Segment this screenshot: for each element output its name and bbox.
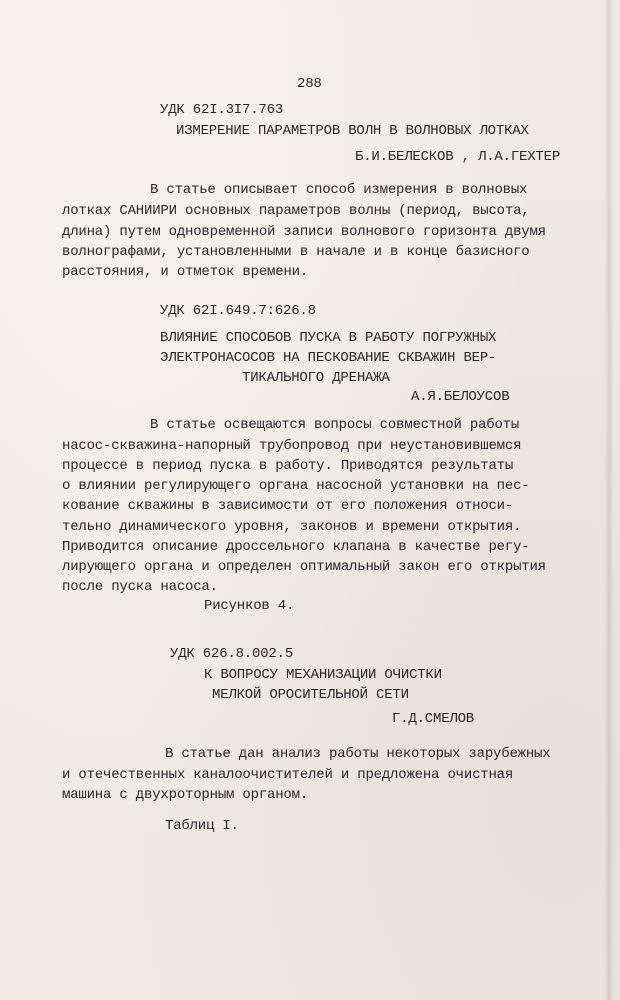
- abstract-line: длина) путем одновременной записи волнового горизонта двумя: [62, 224, 546, 240]
- abstract-line: машина с двухроторным органом.: [62, 787, 309, 803]
- abstract-line: расстояния, и отметок времени.: [62, 264, 309, 280]
- article-2-udc: УДК 62I.649.7:626.8: [160, 303, 316, 319]
- article-2-title-line: ЭЛЕКТРОНАСОСОВ НА ПЕСКОВАНИЕ СКВАЖИН ВЕР-: [160, 350, 497, 366]
- article-2-title-line: ВЛИЯНИЕ СПОСОБОВ ПУСКА В РАБОТУ ПОГРУЖНЫХ: [160, 330, 497, 346]
- article-3-tables-note: Таблиц I.: [165, 818, 239, 834]
- abstract-line: В статье дан анализ работы некоторых зарубежных: [165, 746, 551, 762]
- abstract-line: Приводится описание дроссельного клапана в качестве регу-: [62, 539, 530, 555]
- abstract-line: о влиянии регулирующего органа насосной установки на пес-: [62, 478, 530, 494]
- article-3-title-line: К ВОПРОСУ МЕХАНИЗАЦИИ ОЧИСТКИ: [204, 667, 442, 683]
- article-2-title-line: ТИКАЛЬНОГО ДРЕНАЖА: [242, 370, 390, 386]
- article-1-title: ИЗМЕРЕНИЕ ПАРАМЕТРОВ ВОЛН В ВОЛНОВЫХ ЛОТКАХ: [176, 123, 529, 139]
- page-fold-shadow: [604, 0, 614, 1000]
- abstract-line: кование скважины в зависимости от его положения относи-: [62, 498, 514, 514]
- article-1-udc: УДК 62I.3I7.763: [160, 102, 284, 118]
- abstract-line: тельно динамического уровня, законов и времени открытия.: [62, 519, 522, 535]
- abstract-line: В статье освещаются вопросы совместной работы: [150, 417, 520, 433]
- abstract-line: лотках САНИИРИ основных параметров волны (период, высота,: [62, 203, 530, 219]
- abstract-line: волнографами, установленными в начале и в конце базисного: [62, 244, 530, 260]
- abstract-line: лирующего органа и определен оптимальный закон его открытия: [62, 559, 546, 575]
- article-3-udc: УДК 626.8.002.5: [170, 646, 294, 662]
- abstract-line: процессе в период пуска в работу. Приводятся результаты: [62, 458, 514, 474]
- abstract-line: и отечественных каналоочистителей и предложена очистная: [62, 767, 514, 783]
- abstract-line: В статье описывает способ измерения в волновых: [150, 182, 528, 198]
- abstract-line: после пуска насоса.: [62, 579, 218, 595]
- article-2-figures-note: Рисунков 4.: [204, 598, 295, 614]
- article-3-title-line: МЕЛКОЙ ОРОСИТЕЛЬНОЙ СЕТИ: [212, 687, 409, 703]
- article-1-authors: Б.И.БЕЛЕСКОВ , Л.А.ГЕХТЕР: [355, 149, 561, 165]
- article-2-authors: А.Я.БЕЛОУСОВ: [411, 389, 510, 405]
- page-number: 288: [297, 76, 322, 92]
- article-3-authors: Г.Д.СМЕЛОВ: [392, 711, 475, 727]
- abstract-line: насос-скважина-напорный трубопровод при неустановившемся: [62, 438, 522, 454]
